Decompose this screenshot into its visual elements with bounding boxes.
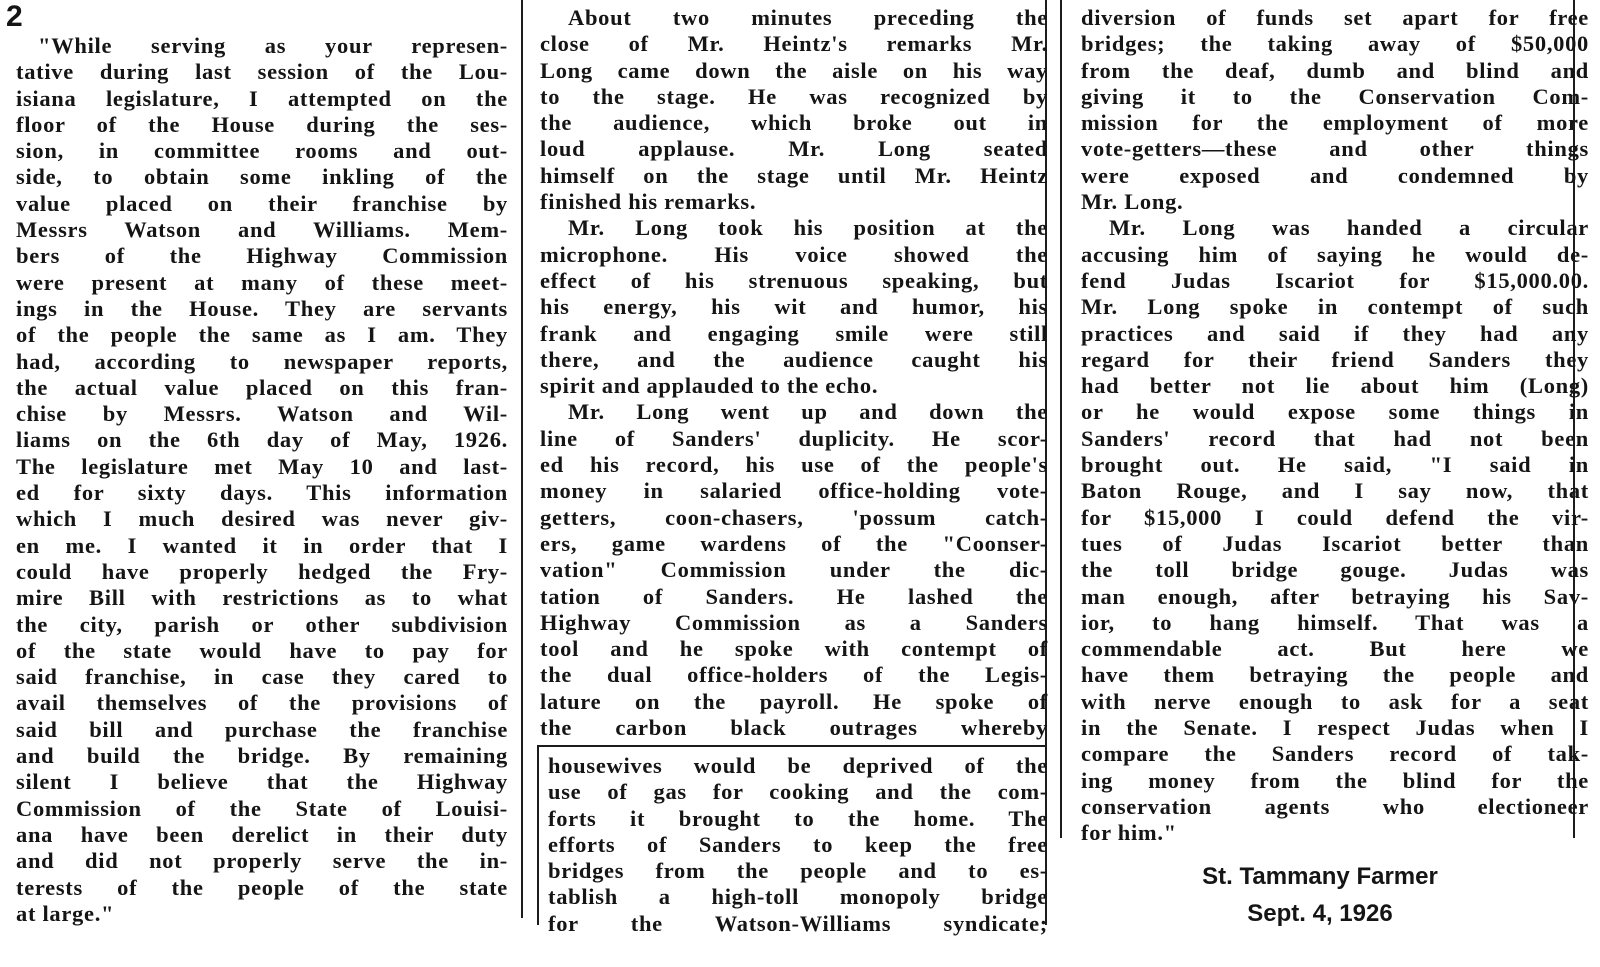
text-line: ed for sixty days. This information xyxy=(16,480,508,506)
text-line: finished his remarks. xyxy=(540,189,757,215)
text-line: ior, to hang himself. That was a xyxy=(1081,609,1589,635)
text-line: the actual value placed on this fran- xyxy=(16,374,508,400)
text-line: of the people the same as I am. They xyxy=(16,322,508,348)
text-line: en me. I wanted it in order that I xyxy=(16,532,508,558)
text-line: which I much desired was never giv- xyxy=(16,506,508,532)
text-line: with nerve enough to ask for a seat xyxy=(1081,688,1589,714)
text-line: chise by Messrs. Watson and Wil- xyxy=(16,401,508,427)
text-line: forts it brought to the home. The xyxy=(548,805,1048,831)
text-line: in the Senate. I respect Judas when I xyxy=(1081,715,1589,741)
text-line: bers of the Highway Commission xyxy=(16,243,508,269)
text-line: microphone. His voice showed the xyxy=(540,241,1048,267)
text-line: line of Sanders' duplicity. He scor- xyxy=(540,425,1048,451)
publication-date: Sept. 4, 1926 xyxy=(1247,900,1393,927)
text-line: Messrs Watson and Williams. Mem- xyxy=(16,217,508,243)
text-line: ing money from the blind for the xyxy=(1081,767,1589,793)
text-line: giving it to the Conservation Com- xyxy=(1081,83,1589,109)
text-line: compare the Sanders record of tak- xyxy=(1081,741,1589,767)
text-line: for the Watson-Williams syndicate; xyxy=(548,910,1048,936)
text-line: tative during last session of the Lou- xyxy=(16,59,508,85)
text-line: were exposed and condemned by xyxy=(1081,162,1589,188)
text-line: housewives would be deprived of the xyxy=(548,753,1048,778)
article-column-1 xyxy=(16,33,508,927)
text-line: his energy, his wit and humor, his xyxy=(540,294,1048,320)
text-line: effect of his strenuous speaking, but xyxy=(540,267,1048,293)
text-line: the audience, which broke out in xyxy=(540,110,1048,136)
text-line: for $15,000 I could defend the vir- xyxy=(1081,504,1589,530)
text-line: Mr. Long spoke in contempt of such xyxy=(1081,294,1589,320)
text-line: could have properly hedged the Fry- xyxy=(16,558,508,584)
page-number: 2 xyxy=(6,0,23,33)
text-line: man enough, after betraying his Sav- xyxy=(1081,583,1589,609)
article-column-2 xyxy=(540,5,1048,741)
text-line: spirit and applauded to the echo. xyxy=(540,373,879,399)
text-line: practices and said if they had any xyxy=(1081,320,1589,346)
text-line: use of gas for cooking and the com- xyxy=(548,779,1048,805)
text-line: side, to obtain some inkling of the xyxy=(16,164,508,190)
text-line: value placed on their franchise by xyxy=(16,190,508,216)
text-line: were present at many of these meet- xyxy=(16,269,508,295)
box-border xyxy=(537,745,539,925)
article-column-2-continued xyxy=(548,753,1048,937)
text-line: the dual office-holders of the Legis- xyxy=(540,662,1048,688)
text-line: Long came down the aisle on his way xyxy=(540,57,1048,83)
text-line: mission for the employment of more xyxy=(1081,110,1589,136)
text-line: the carbon black outrages whereby xyxy=(540,715,1048,741)
text-line: the city, parish or other subdivision xyxy=(16,611,508,637)
text-line: The legislature met May 10 and last- xyxy=(16,453,508,479)
text-line: tation of Sanders. He lashed the xyxy=(540,583,1048,609)
text-line: regard for their friend Sanders they xyxy=(1081,346,1589,372)
text-line: silent I believe that the Highway xyxy=(16,769,508,795)
text-line: ings in the House. They are servants xyxy=(16,295,508,321)
box-border xyxy=(537,745,1047,747)
text-line: at large." xyxy=(16,900,115,926)
text-line: ed his record, his use of the people's xyxy=(540,452,1048,478)
text-line: Baton Rouge, and I say now, that xyxy=(1081,478,1589,504)
text-line: lature on the payroll. He spoke of xyxy=(540,688,1048,714)
text-line: accusing him of saying he would de- xyxy=(1081,241,1589,267)
text-line: Mr. Long. xyxy=(1081,189,1184,215)
text-line: ana have been derelict in their duty xyxy=(16,821,508,847)
text-line: had, according to newspaper reports, xyxy=(16,348,508,374)
text-line: tues of Judas Iscariot better than xyxy=(1081,530,1589,556)
article-column-3 xyxy=(1081,5,1589,847)
text-line: liams on the 6th day of May, 1926. xyxy=(16,427,508,453)
column-divider xyxy=(1060,0,1062,838)
text-line: Mr. Long took his position at the xyxy=(568,215,1048,241)
text-line: "While serving as your represen- xyxy=(38,33,508,58)
text-line: fend Judas Iscariot for $15,000.00. xyxy=(1081,267,1589,293)
text-line: Commission of the State of Louisi- xyxy=(16,795,508,821)
text-line: have them betraying the people and xyxy=(1081,662,1589,688)
text-line: avail themselves of the provisions of xyxy=(16,690,508,716)
text-line: diversion of funds set apart for free xyxy=(1081,5,1589,30)
text-line: tool and he spoke with contempt of xyxy=(540,636,1048,662)
column-divider xyxy=(521,0,523,918)
text-line: the toll bridge gouge. Judas was xyxy=(1081,557,1589,583)
text-line: Sanders' record that had not been xyxy=(1081,425,1589,451)
text-line: About two minutes preceding the xyxy=(568,5,1048,30)
text-line: ers, game wardens of the "Coonser- xyxy=(540,530,1048,556)
text-line: and did not properly serve the in- xyxy=(16,848,508,874)
text-line: from the deaf, dumb and blind and xyxy=(1081,57,1589,83)
publication-credit: St. Tammany Farmer xyxy=(1202,863,1438,890)
text-line: there, and the audience caught his xyxy=(540,346,1048,372)
text-line: terests of the people of the state xyxy=(16,874,508,900)
text-line: had better not lie about him (Long) xyxy=(1081,373,1589,399)
text-line: vote-getters—these and other things xyxy=(1081,136,1589,162)
text-line: commendable act. But here we xyxy=(1081,636,1589,662)
text-line: Mr. Long went up and down the xyxy=(568,399,1048,425)
text-line: himself on the stage until Mr. Heintz xyxy=(540,162,1048,188)
text-line: bridges; the taking away of $50,000 xyxy=(1081,31,1589,57)
text-line: Highway Commission as a Sanders xyxy=(540,609,1048,635)
text-line: for him." xyxy=(1081,820,1177,846)
text-line: loud applause. Mr. Long seated xyxy=(540,136,1048,162)
text-line: of the state would have to pay for xyxy=(16,637,508,663)
text-line: floor of the House during the ses- xyxy=(16,111,508,137)
text-line: and build the bridge. By remaining xyxy=(16,743,508,769)
text-line: isiana legislature, I attempted on the xyxy=(16,85,508,111)
text-line: conservation agents who electioneer xyxy=(1081,793,1589,819)
text-line: said bill and purchase the franchise xyxy=(16,716,508,742)
text-line: tablish a high-toll monopoly bridge xyxy=(548,884,1048,910)
text-line: sion, in committee rooms and out- xyxy=(16,138,508,164)
text-line: said franchise, in case they cared to xyxy=(16,664,508,690)
text-line: close of Mr. Heintz's remarks Mr. xyxy=(540,31,1048,57)
text-line: efforts of Sanders to keep the free xyxy=(548,831,1048,857)
text-line: bridges from the people and to es- xyxy=(548,858,1048,884)
text-line: frank and engaging smile were still xyxy=(540,320,1048,346)
text-line: getters, coon-chasers, 'possum catch- xyxy=(540,504,1048,530)
text-line: to the stage. He was recognized by xyxy=(540,83,1048,109)
text-line: vation" Commission under the dic- xyxy=(540,557,1048,583)
text-line: or he would expose some things in xyxy=(1081,399,1589,425)
text-line: money in salaried office-holding vote- xyxy=(540,478,1048,504)
text-line: Mr. Long was handed a circular xyxy=(1109,215,1589,241)
text-line: mire Bill with restrictions as to what xyxy=(16,585,508,611)
text-line: brought out. He said, "I said in xyxy=(1081,452,1589,478)
